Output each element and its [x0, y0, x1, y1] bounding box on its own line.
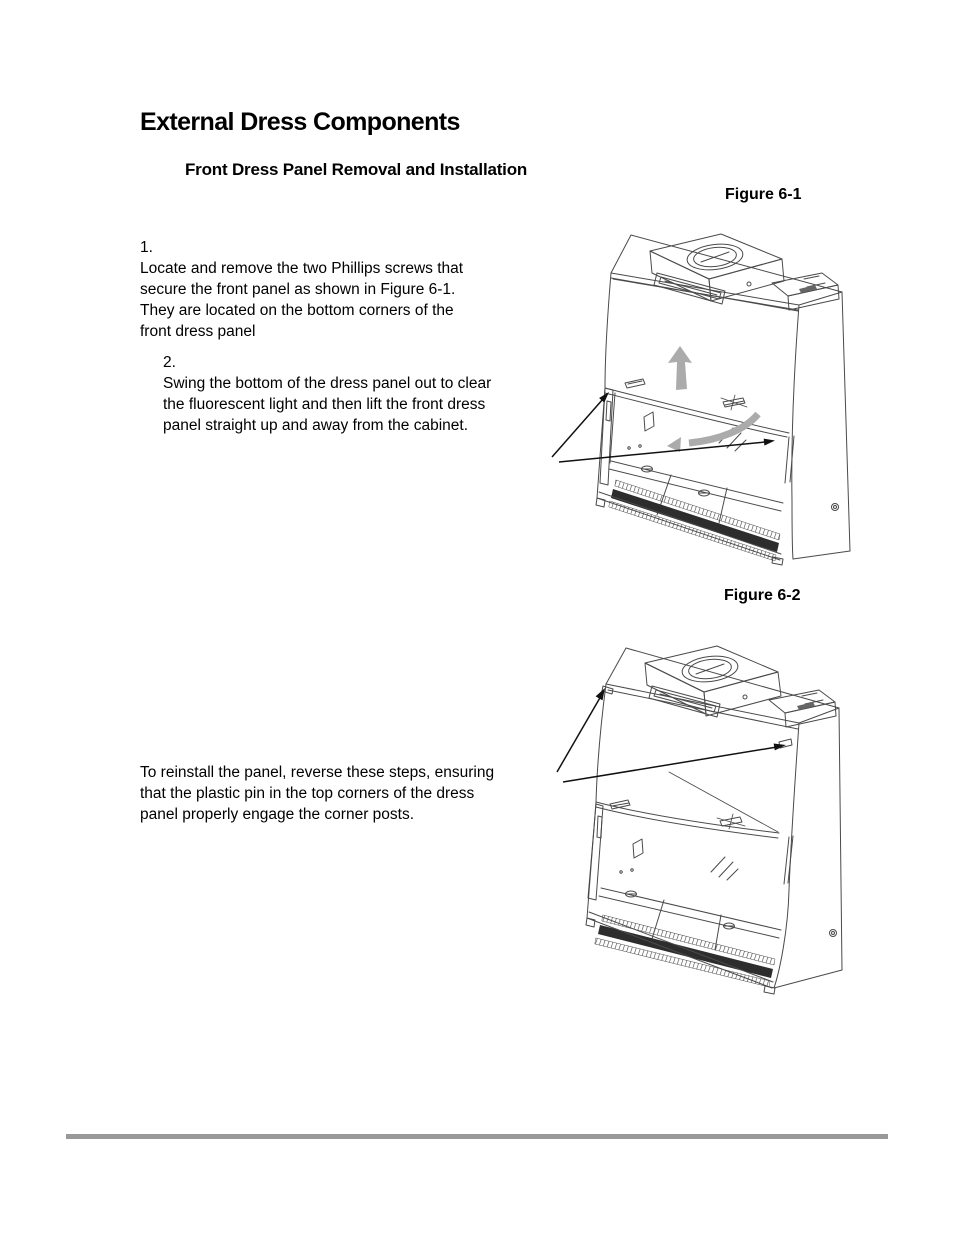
pin-pointer-arrows — [557, 688, 786, 782]
text-line: They are located on the bottom corners of the — [140, 302, 454, 319]
text-line: Locate and remove the two Phillips screws that — [140, 260, 464, 277]
figure-6-1-drawing — [549, 221, 881, 569]
figure-6-2-caption: Figure 6-2 — [724, 587, 801, 604]
step-1-number: 1. — [140, 239, 153, 256]
step-2-text — [163, 373, 491, 436]
section-subtitle: Front Dress Panel Removal and Installation — [185, 160, 528, 179]
step-1 — [140, 237, 463, 342]
step-1-text — [140, 258, 463, 342]
text-line: panel properly engage the corner posts. — [140, 806, 415, 823]
figure-6-2-drawing — [549, 620, 881, 1005]
text-line: front dress panel — [140, 323, 256, 340]
text-line: To reinstall the panel, reverse these steps, ensuring — [140, 764, 495, 781]
text-line: secure the front panel as shown in Figure 6-1. — [140, 281, 456, 298]
reinstall-paragraph — [140, 762, 494, 825]
text-line: that the plastic pin in the top corners of the dress — [140, 785, 475, 802]
step-2-number: 2. — [163, 354, 176, 371]
step-2 — [163, 352, 491, 436]
text-line: Swing the bottom of the dress panel out to clear — [163, 375, 492, 392]
lift-up-arrow — [668, 346, 692, 390]
text-line: panel straight up and away from the cabinet. — [163, 417, 469, 434]
text-line: the fluorescent light and then lift the front dress — [163, 396, 486, 413]
page-title: External Dress Components — [140, 108, 460, 136]
bottom-rule — [66, 1134, 888, 1139]
cabinet-line-art — [596, 234, 850, 565]
cabinet-line-art — [586, 646, 842, 994]
figure-6-1-caption: Figure 6-1 — [725, 186, 802, 203]
